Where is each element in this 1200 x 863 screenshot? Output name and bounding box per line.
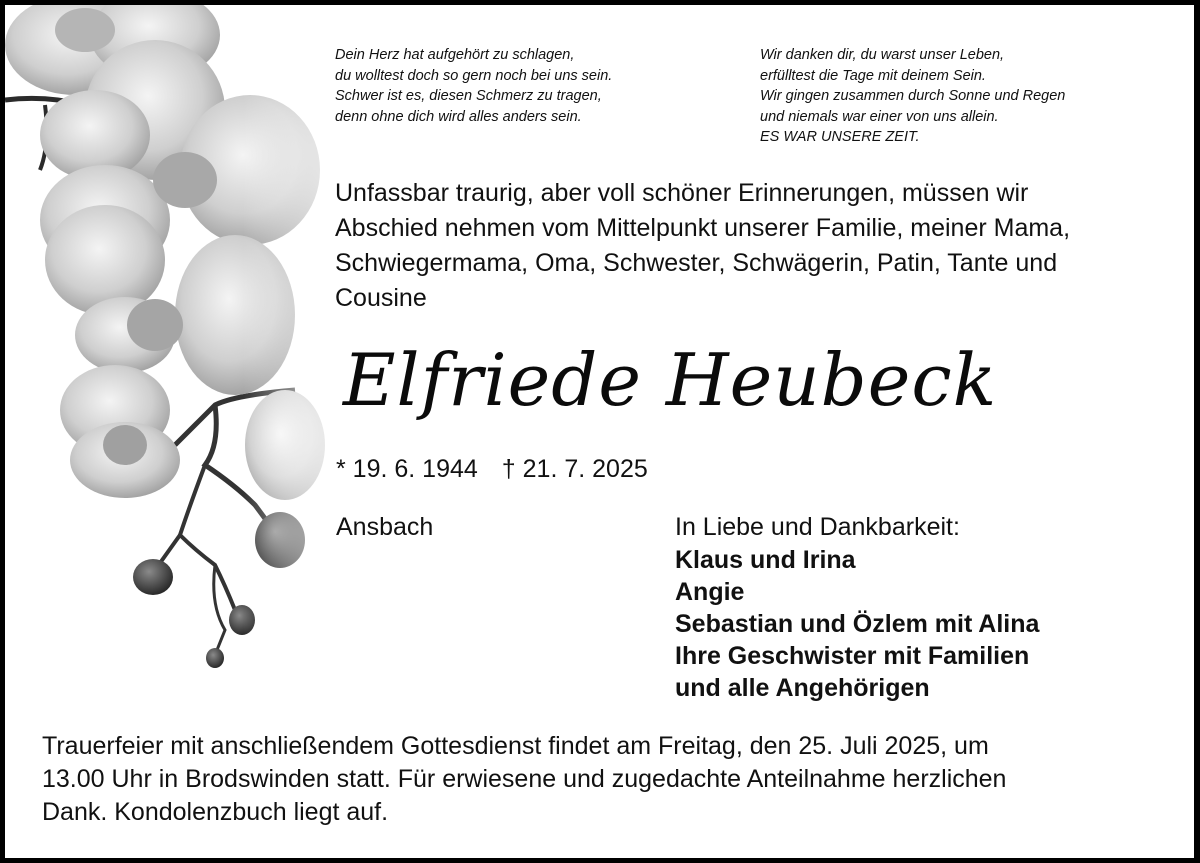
poem-line: Wir danken dir, du warst unser Leben, (760, 47, 1005, 63)
poem-left (335, 45, 755, 127)
obituary-card (5, 5, 1194, 858)
poem-line: du wolltest doch so gern noch bei uns sein. (335, 67, 613, 84)
mourner: Ihre Geschwister mit Familien (675, 642, 1030, 670)
birth-date: * 19. 6. 1944 (336, 455, 478, 483)
poem-line: Dein Herz hat aufgehört zu schlagen, (335, 47, 575, 63)
mourners-list (675, 544, 1039, 704)
orchid-image (5, 5, 345, 685)
poem-line: erfülltest die Tage mit deinem Sein. (760, 67, 986, 84)
poem-line: und niemals war einer von uns allein. (760, 108, 999, 125)
poem-right (760, 45, 1190, 148)
mourner: Angie (675, 578, 745, 606)
intro-line: Abschied nehmen vom Mittelpunkt unserer Familie, meiner Mama, (335, 214, 1071, 242)
mourner: Klaus und Irina (675, 546, 856, 574)
deceased-name: Elfriede Heubeck (343, 338, 998, 422)
funeral-notice (42, 730, 1182, 829)
poem-line: denn ohne dich wird alles anders sein. (335, 108, 582, 125)
mourner: und alle Angehörigen (675, 674, 930, 702)
footer-line: Dank. Kondolenzbuch liegt auf. (42, 798, 389, 826)
death-date: † 21. 7. 2025 (501, 455, 648, 483)
life-dates (336, 453, 648, 485)
poem-line: ES WAR UNSERE ZEIT. (760, 129, 920, 145)
footer-line: 13.00 Uhr in Brodswinden statt. Für erwiesene und zugedachte Anteilnahme herzlichen (42, 765, 1007, 793)
footer-line: Trauerfeier mit anschließendem Gottesdienst findet am Freitag, den 25. Juli 2025, um (42, 732, 989, 760)
thanks-heading: In Liebe und Dankbarkeit: (675, 513, 960, 541)
intro-line: Cousine (335, 284, 427, 312)
poem-line: Schwer ist es, diesen Schmerz zu tragen, (335, 88, 602, 104)
mourner: Sebastian und Özlem mit Alina (675, 610, 1040, 638)
poem-line: Wir gingen zusammen durch Sonne und Regen (760, 88, 1066, 104)
intro-line: Schwiegermama, Oma, Schwester, Schwägerin, Patin, Tante und (335, 249, 1058, 277)
place: Ansbach (336, 513, 434, 541)
intro-line: Unfassbar traurig, aber voll schöner Erinnerungen, müssen wir (335, 179, 1029, 207)
intro-text (335, 176, 1175, 316)
